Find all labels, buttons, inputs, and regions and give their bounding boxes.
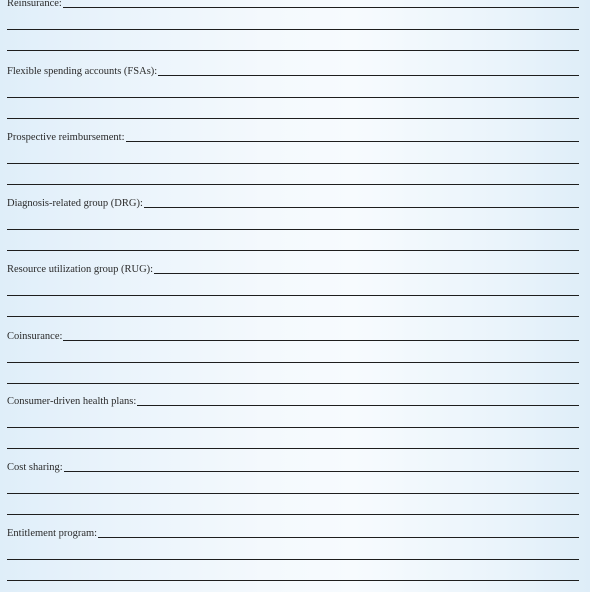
term-label: Consumer-driven health plans:	[7, 396, 137, 407]
answer-line[interactable]	[7, 184, 579, 185]
term-reinsurance	[7, 0, 579, 62]
answer-line[interactable]	[7, 427, 579, 428]
term-flexible-spending-accounts	[7, 64, 579, 130]
answer-line-inline[interactable]	[64, 471, 579, 472]
answer-line-inline[interactable]	[63, 340, 579, 341]
term-row	[7, 329, 579, 343]
answer-line[interactable]	[7, 97, 579, 98]
term-row	[7, 0, 579, 10]
term-coinsurance	[7, 329, 579, 395]
answer-line[interactable]	[7, 514, 579, 515]
term-label: Diagnosis-related group (DRG):	[7, 198, 143, 209]
answer-line[interactable]	[7, 493, 579, 494]
term-entitlement-program	[7, 526, 579, 592]
term-row	[7, 526, 579, 540]
term-row	[7, 64, 579, 78]
term-prospective-reimbursement	[7, 130, 579, 196]
answer-line-inline[interactable]	[126, 141, 579, 142]
answer-line[interactable]	[7, 50, 579, 51]
answer-line-inline[interactable]	[154, 273, 579, 274]
term-row	[7, 394, 579, 408]
answer-line[interactable]	[7, 448, 579, 449]
answer-line[interactable]	[7, 362, 579, 363]
answer-line-inline[interactable]	[158, 75, 579, 76]
term-resource-utilization-group	[7, 262, 579, 328]
term-row	[7, 196, 579, 210]
answer-line-inline[interactable]	[63, 7, 579, 8]
answer-line[interactable]	[7, 250, 579, 251]
term-consumer-driven-health-plans	[7, 394, 579, 460]
term-label: Cost sharing:	[7, 462, 63, 473]
term-label: Prospective reimbursement:	[7, 132, 125, 143]
term-diagnosis-related-group	[7, 196, 579, 262]
answer-line[interactable]	[7, 29, 579, 30]
answer-line[interactable]	[7, 383, 579, 384]
term-label: Flexible spending accounts (FSAs):	[7, 66, 158, 77]
term-label: Coinsurance:	[7, 331, 63, 342]
term-label: Resource utilization group (RUG):	[7, 264, 154, 275]
answer-line[interactable]	[7, 559, 579, 560]
answer-line[interactable]	[7, 295, 579, 296]
term-row	[7, 460, 579, 474]
term-row	[7, 130, 579, 144]
answer-line[interactable]	[7, 229, 579, 230]
term-cost-sharing	[7, 460, 579, 526]
answer-line-inline[interactable]	[98, 537, 579, 538]
term-label: Reinsurance:	[7, 0, 62, 9]
term-label: Entitlement program:	[7, 528, 98, 539]
answer-line-inline[interactable]	[144, 207, 579, 208]
term-row	[7, 262, 579, 276]
answer-line[interactable]	[7, 316, 579, 317]
answer-line-inline[interactable]	[137, 405, 579, 406]
answer-line[interactable]	[7, 118, 579, 119]
answer-line[interactable]	[7, 163, 579, 164]
